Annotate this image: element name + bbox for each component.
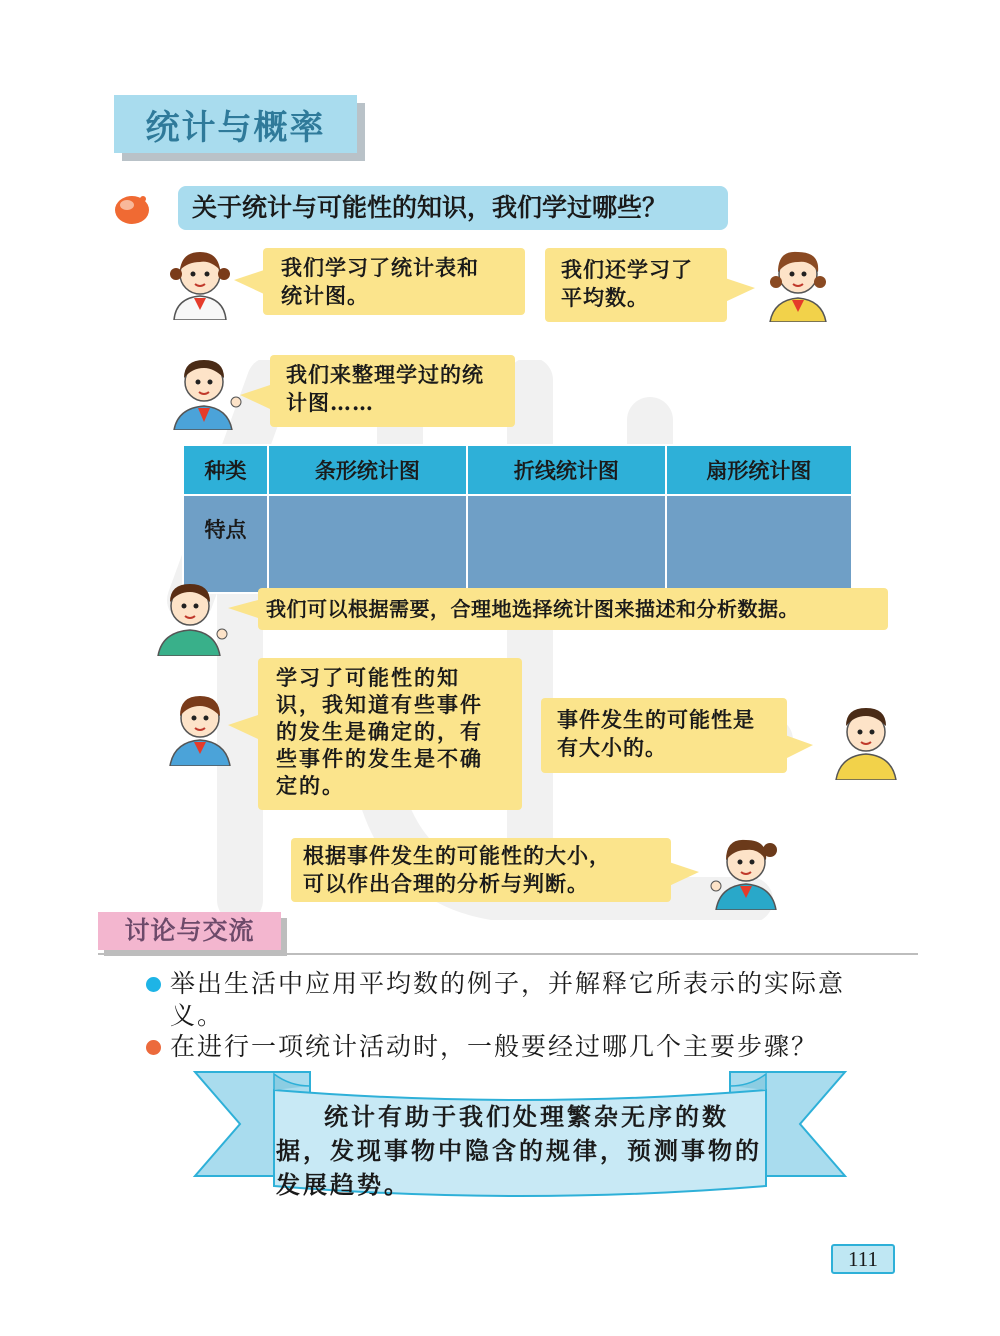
bubble-text: 根据事件发生的可能性的大小， 可以作出合理的分析与判断。: [303, 843, 611, 896]
bullet-dot: [146, 1040, 161, 1055]
discussion-item: 在进行一项统计活动时，一般要经过哪几个主要步骤？: [170, 1032, 819, 1061]
boy-avatar: [826, 700, 906, 780]
bubble-tail: [725, 278, 755, 302]
bubble-text: 事件发生的可能性是 有大小的。: [557, 707, 755, 760]
bullet-dot: [146, 977, 161, 992]
girl-avatar: [758, 242, 838, 322]
summary-text: 统计有助于我们处理繁杂无序的数据，发现事物中隐含的规律，预测事物的发展趋势。: [276, 1102, 762, 1199]
bubble-tail: [234, 270, 264, 294]
table-header: 扇形统计图: [666, 445, 852, 495]
divider: [98, 953, 918, 955]
bubble-text: 学习了可能性的知 识，我知道有些事件 的发生是确定的，有 些事件的发生是不确 定的。: [276, 665, 483, 798]
table-row-label: 特点: [183, 495, 268, 593]
bubble-tail: [228, 715, 258, 739]
boy-avatar: [166, 350, 246, 430]
bubble-tail: [785, 735, 813, 759]
speech-bubble-organize-charts: [270, 355, 515, 427]
bubble-text: 我们可以根据需要，合理地选择统计图来描述和分析数据。: [266, 597, 799, 621]
discussion-item: 举出生活中应用平均数的例子，并解释它所表示的实际意义。: [170, 969, 846, 1030]
speech-bubble-average: [545, 248, 727, 322]
bubble-tail: [228, 600, 258, 618]
ball-icon: [113, 193, 151, 225]
chart-types-table: [182, 444, 853, 594]
table-header: 种类: [183, 445, 268, 495]
bubble-text: 我们学习了统计表和 统计图。: [281, 255, 479, 308]
question-banner: 关于统计与可能性的知识，我们学过哪些？: [178, 186, 728, 230]
boy-avatar: [152, 576, 232, 656]
bubble-tail: [240, 385, 270, 409]
discussion-title: 讨论与交流: [98, 912, 281, 950]
section-title: 统计与概率: [114, 95, 357, 153]
speech-bubble-choose-chart: [258, 588, 888, 630]
girl-avatar: [160, 240, 240, 320]
speech-bubble-statistics-tables: [263, 248, 525, 315]
speech-bubble-judgement: [291, 838, 671, 902]
page-number: 111: [831, 1244, 895, 1274]
bubble-text: 我们还学习了 平均数。: [561, 257, 693, 310]
table-header: 条形统计图: [268, 445, 467, 495]
bubble-tail: [669, 862, 699, 886]
table-cell: [666, 495, 852, 593]
girl-avatar: [706, 830, 786, 910]
table-cell: [268, 495, 467, 593]
speech-bubble-probability: [258, 658, 522, 810]
bubble-text: 我们来整理学过的统 计图……: [286, 362, 484, 415]
table-header: 折线统计图: [467, 445, 666, 495]
table-cell: [467, 495, 666, 593]
speech-bubble-likelihood-size: [541, 698, 787, 773]
